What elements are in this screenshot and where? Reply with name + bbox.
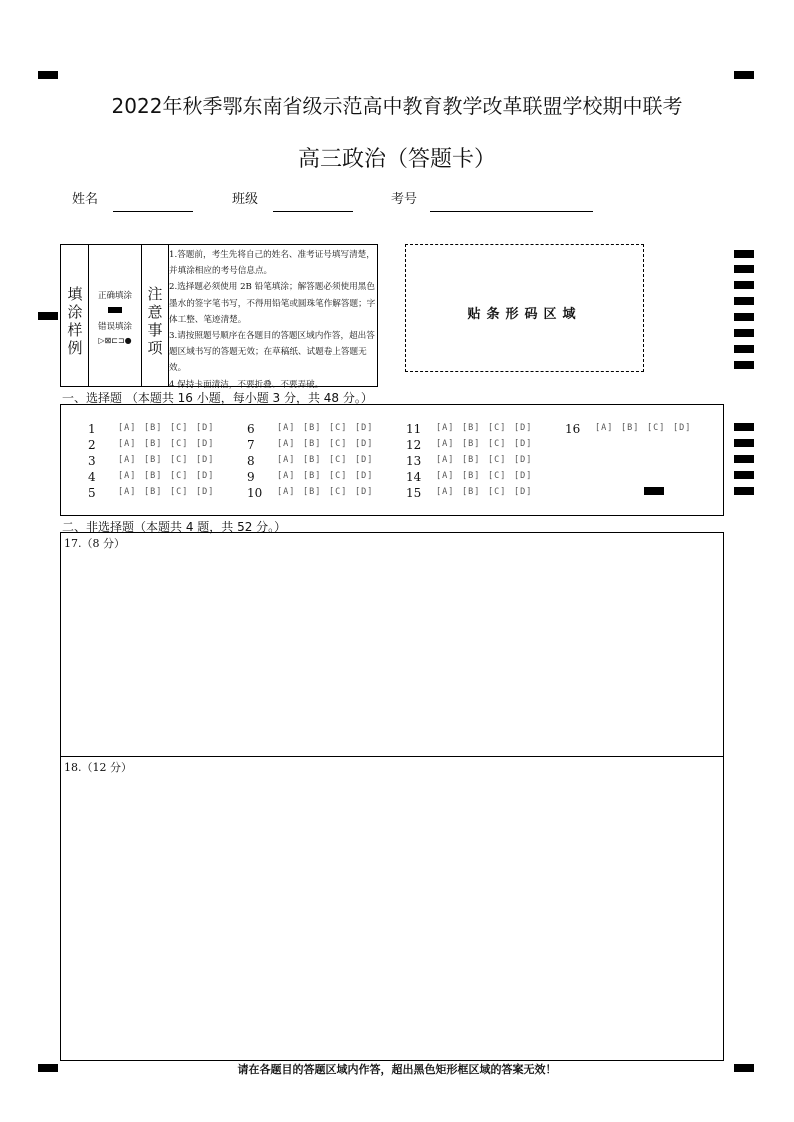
class-label: 班级 xyxy=(232,192,259,207)
question-number: 5 xyxy=(88,486,96,500)
option-bubble[interactable]: [C] xyxy=(329,423,348,433)
option-bubble[interactable]: [A] xyxy=(118,455,137,465)
option-bubble[interactable]: [C] xyxy=(488,455,507,465)
timing-mark xyxy=(734,250,754,258)
question-number: 9 xyxy=(247,470,255,484)
option-bubble[interactable]: [C] xyxy=(170,487,189,497)
option-bubble[interactable]: [D] xyxy=(196,439,215,449)
option-bubble[interactable]: [D] xyxy=(355,423,374,433)
option-bubble[interactable]: [B] xyxy=(144,439,163,449)
option-bubble[interactable]: [A] xyxy=(118,471,137,481)
option-bubble[interactable]: [A] xyxy=(436,487,455,497)
option-bubble[interactable]: [D] xyxy=(355,439,374,449)
option-bubble[interactable]: [A] xyxy=(436,471,455,481)
timing-mark xyxy=(734,313,754,321)
q17-answer-box[interactable] xyxy=(60,532,724,757)
option-bubble[interactable]: [B] xyxy=(462,487,481,497)
option-bubble[interactable]: [C] xyxy=(170,439,189,449)
timing-mark xyxy=(734,265,754,273)
timing-mark xyxy=(734,439,754,447)
fill-sample-box xyxy=(60,244,378,390)
name-label: 姓名 xyxy=(72,192,99,207)
side-mark-left xyxy=(38,312,58,320)
name-field[interactable] xyxy=(113,211,193,212)
notes-item: 3.请按照题号顺序在各题目的答题区域内作答，超出答题区域书写的答题无效；在草稿纸、试题卷上答题无效。 xyxy=(169,331,375,374)
question-number: 12 xyxy=(406,438,422,452)
card-title: 高三政治（答题卡） xyxy=(297,147,496,172)
option-bubble[interactable]: [A] xyxy=(277,487,296,497)
option-bubble[interactable]: [C] xyxy=(329,439,348,449)
option-bubble[interactable]: [B] xyxy=(462,471,481,481)
question-number: 8 xyxy=(247,454,255,468)
option-bubble[interactable]: [D] xyxy=(514,471,533,481)
option-bubble[interactable]: [C] xyxy=(329,471,348,481)
question-number: 2 xyxy=(88,438,96,452)
option-bubble[interactable]: [D] xyxy=(355,455,374,465)
option-bubble[interactable]: [C] xyxy=(329,487,348,497)
option-bubble[interactable]: [D] xyxy=(196,471,215,481)
corner-mark-top-left xyxy=(38,71,58,79)
question-number: 14 xyxy=(406,470,422,484)
corner-mark-top-right xyxy=(734,71,754,79)
notes-label: 注意事项 xyxy=(147,285,163,357)
option-bubble[interactable]: [A] xyxy=(436,423,455,433)
question-number: 4 xyxy=(88,470,96,484)
question-number: 11 xyxy=(406,422,422,436)
wrong-fill-marks: ▷⊠⊏⊐● xyxy=(98,336,132,345)
wrong-fill-label: 错误填涂 xyxy=(97,322,132,332)
option-bubble[interactable]: [A] xyxy=(118,439,137,449)
option-bubble[interactable]: [D] xyxy=(514,455,533,465)
sample-example-cell xyxy=(89,245,142,386)
timing-mark xyxy=(734,423,754,431)
option-bubble[interactable]: [B] xyxy=(144,455,163,465)
option-bubble[interactable]: [B] xyxy=(303,439,322,449)
exam-title: 2022年秋季鄂东南省级示范高中教育教学改革联盟学校期中联考 xyxy=(111,94,683,118)
option-bubble[interactable]: [A] xyxy=(277,439,296,449)
option-bubble[interactable]: [B] xyxy=(462,455,481,465)
class-field[interactable] xyxy=(273,211,353,212)
option-bubble[interactable]: [D] xyxy=(673,423,692,433)
barcode-label: 贴条形码区域 xyxy=(467,307,582,322)
option-bubble[interactable]: [C] xyxy=(647,423,666,433)
option-bubble[interactable]: [D] xyxy=(514,487,533,497)
notes-item: 4.保持卡面清洁，不要折叠、不要弄破。 xyxy=(169,379,324,390)
timing-mark xyxy=(734,455,754,463)
option-bubble[interactable]: [D] xyxy=(355,471,374,481)
mc-timing-mark xyxy=(644,487,664,495)
timing-mark xyxy=(734,281,754,289)
option-bubble[interactable]: [B] xyxy=(303,471,322,481)
option-bubble[interactable]: [A] xyxy=(277,471,296,481)
question-number: 7 xyxy=(247,438,255,452)
question-number: 1 xyxy=(88,422,96,436)
option-bubble[interactable]: [B] xyxy=(621,423,640,433)
option-bubble[interactable]: [B] xyxy=(303,423,322,433)
option-bubble[interactable]: [C] xyxy=(488,487,507,497)
timing-mark xyxy=(734,297,754,305)
option-bubble[interactable]: [B] xyxy=(303,487,322,497)
option-bubble[interactable]: [C] xyxy=(488,471,507,481)
notes-item: 2.选择题必须使用 2B 铅笔填涂；解答题必须使用黑色墨水的签字笔书写，不得用铅笔或圆珠笔作解答题；字体工整、笔迹清楚。 xyxy=(169,282,376,325)
timing-mark xyxy=(734,361,754,369)
question-number: 6 xyxy=(247,422,255,436)
option-bubble[interactable]: [D] xyxy=(196,487,215,497)
option-bubble[interactable]: [A] xyxy=(277,423,296,433)
option-bubble[interactable]: [C] xyxy=(170,423,189,433)
free-section-title: 二、非选择题（本题共 4 题，共 52 分。） xyxy=(62,520,287,534)
question-number: 13 xyxy=(406,454,422,468)
option-bubble[interactable]: [D] xyxy=(514,423,533,433)
notes-item: 1.答题前，考生先将自己的姓名、准考证号填写清楚，并填涂相应的考号信息点。 xyxy=(169,250,375,277)
mc-section-title: 一、选择题 （本题共 16 小题，每小题 3 分，共 48 分。） xyxy=(62,391,373,405)
option-bubble[interactable]: [C] xyxy=(170,471,189,481)
question-number: 16 xyxy=(565,422,581,436)
notes-label-cell xyxy=(142,245,169,386)
barcode-area xyxy=(405,244,644,372)
correct-fill-label: 正确填涂 xyxy=(97,291,132,301)
option-bubble[interactable]: [B] xyxy=(144,471,163,481)
option-bubble[interactable]: [D] xyxy=(196,423,215,433)
timing-mark xyxy=(734,329,754,337)
option-bubble[interactable]: [B] xyxy=(303,455,322,465)
exam-no-label: 考号 xyxy=(391,192,418,207)
option-bubble[interactable]: [A] xyxy=(118,487,137,497)
notes-text xyxy=(169,247,377,393)
correct-fill-mark xyxy=(108,307,122,313)
option-bubble[interactable]: [C] xyxy=(329,455,348,465)
option-bubble[interactable]: [C] xyxy=(170,455,189,465)
option-bubble[interactable]: [A] xyxy=(436,439,455,449)
question-number: 10 xyxy=(247,486,263,500)
q17-label: 17.（8 分） xyxy=(64,537,125,550)
option-bubble[interactable]: [C] xyxy=(488,423,507,433)
q18-answer-box[interactable] xyxy=(60,756,724,1061)
exam-no-field[interactable] xyxy=(430,211,593,212)
option-bubble[interactable]: [D] xyxy=(355,487,374,497)
option-bubble[interactable]: [A] xyxy=(436,455,455,465)
timing-mark xyxy=(734,487,754,495)
option-bubble[interactable]: [A] xyxy=(595,423,614,433)
option-bubble[interactable]: [B] xyxy=(144,423,163,433)
timing-mark xyxy=(734,345,754,353)
option-bubble[interactable]: [B] xyxy=(462,423,481,433)
question-number: 3 xyxy=(88,454,96,468)
option-bubble[interactable]: [B] xyxy=(144,487,163,497)
timing-mark xyxy=(734,471,754,479)
q18-label: 18.（12 分） xyxy=(64,761,132,774)
sample-label-cell xyxy=(61,245,89,386)
option-bubble[interactable]: [D] xyxy=(196,455,215,465)
sample-label: 填涂样例 xyxy=(67,285,83,357)
option-bubble[interactable]: [D] xyxy=(514,439,533,449)
option-bubble[interactable]: [A] xyxy=(118,423,137,433)
question-number: 15 xyxy=(406,486,422,500)
option-bubble[interactable]: [C] xyxy=(488,439,507,449)
option-bubble[interactable]: [B] xyxy=(462,439,481,449)
footer-warning: 请在各题目的答题区域内作答，超出黑色矩形框区域的答案无效！ xyxy=(237,1063,557,1076)
option-bubble[interactable]: [A] xyxy=(277,455,296,465)
